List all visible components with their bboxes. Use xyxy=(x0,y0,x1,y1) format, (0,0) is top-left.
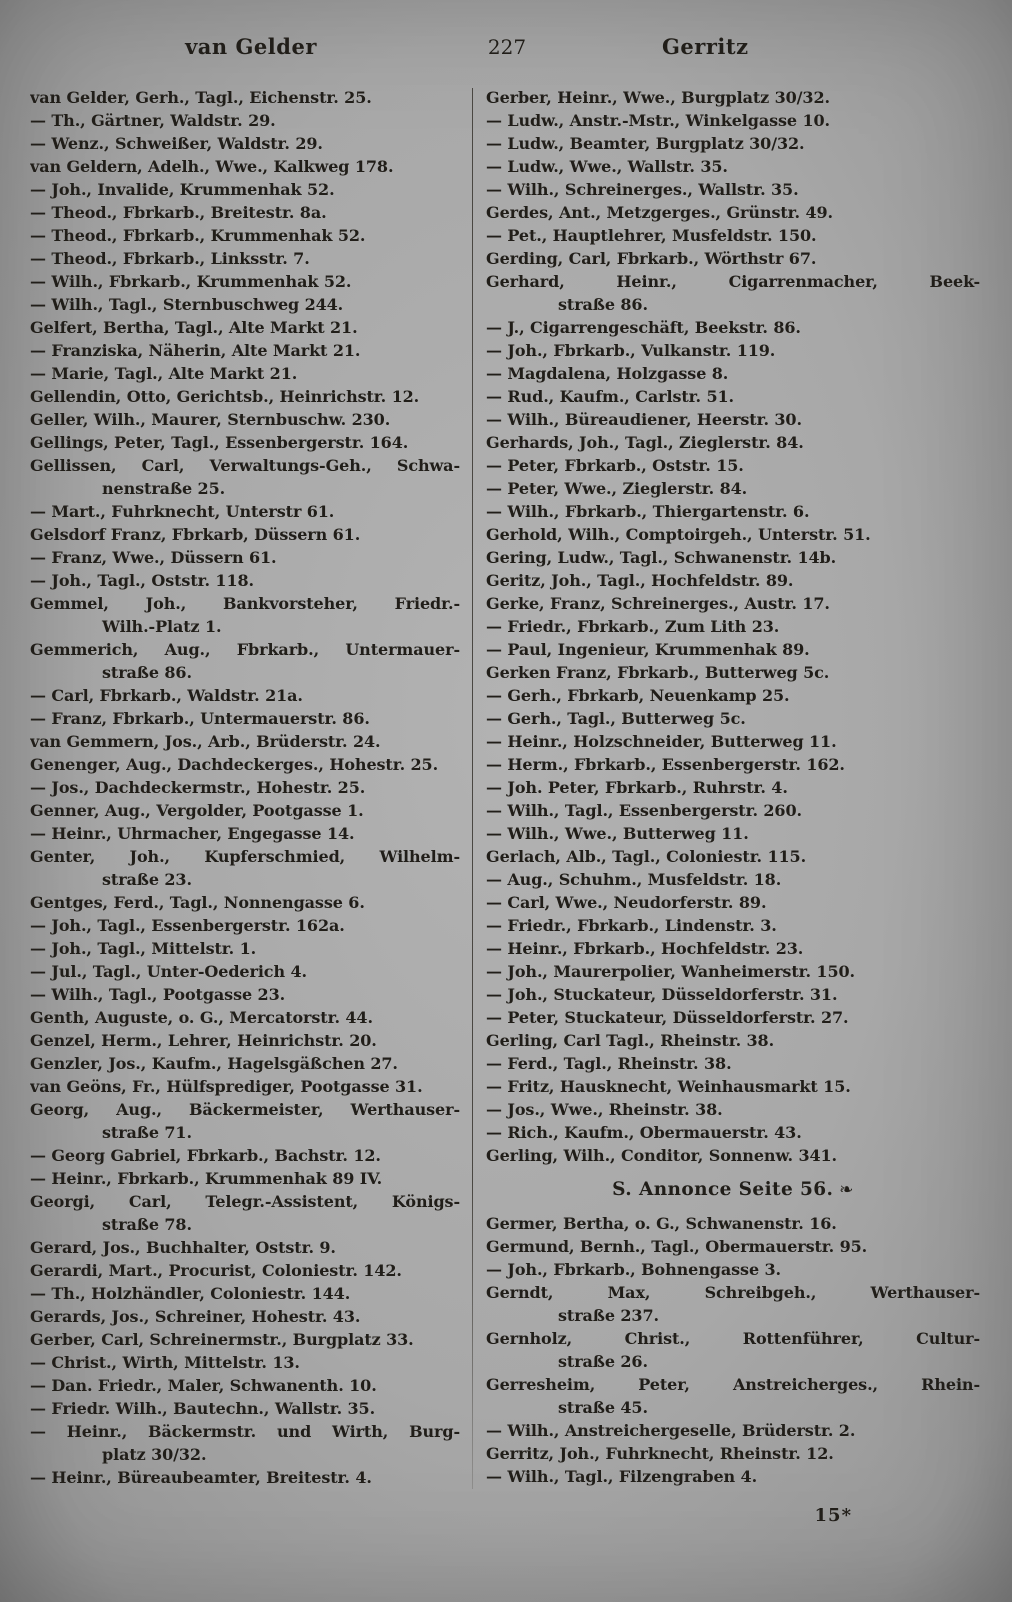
directory-line: Gerard, Jos., Buchhalter, Oststr. 9. xyxy=(30,1238,336,1257)
directory-line: Wilh.-Platz 1. xyxy=(102,617,222,636)
directory-line: Gemmerich, Aug., Fbrkarb., Untermauer- xyxy=(30,640,460,659)
directory-line: Gerken Franz, Fbrkarb., Butterweg 5c. xyxy=(486,663,830,682)
directory-line: — Franz, Fbrkarb., Untermauerstr. 86. xyxy=(30,709,370,728)
directory-line: Gellissen, Carl, Verwaltungs-Geh., Schwa- xyxy=(30,456,460,475)
header-left-title: van Gelder xyxy=(185,34,317,59)
directory-line: — Joh., Fbrkarb., Bohnengasse 3. xyxy=(486,1260,782,1279)
directory-line: — Magdalena, Holzgasse 8. xyxy=(486,364,729,383)
directory-line: — Friedr., Fbrkarb., Lindenstr. 3. xyxy=(486,916,777,935)
directory-line: Genzel, Herm., Lehrer, Heinrichstr. 20. xyxy=(30,1031,377,1050)
header-right-title: Gerritz xyxy=(662,34,749,59)
directory-line: — Gerh., Tagl., Butterweg 5c. xyxy=(486,709,746,728)
directory-line: — Joh., Tagl., Essenbergerstr. 162a. xyxy=(30,916,345,935)
directory-line: Gerresheim, Peter, Anstreicherges., Rhein- xyxy=(486,1375,980,1394)
directory-line: straße 86. xyxy=(102,663,192,682)
directory-line: — Wilh., Tagl., Sternbuschweg 244. xyxy=(30,295,344,314)
directory-line: — Th., Holzhändler, Coloniestr. 144. xyxy=(30,1284,351,1303)
directory-line: Genter, Joh., Kupferschmied, Wilhelm- xyxy=(30,847,460,866)
directory-line: van Geldern, Adelh., Wwe., Kalkweg 178. xyxy=(30,157,394,176)
directory-line: Gerritz, Joh., Fuhrknecht, Rheinstr. 12. xyxy=(486,1444,834,1463)
directory-line: — Heinr., Bäckermstr. und Wirth, Burg- xyxy=(30,1422,460,1441)
directory-line: — Th., Gärtner, Waldstr. 29. xyxy=(30,111,276,130)
directory-line: — Peter, Fbrkarb., Oststr. 15. xyxy=(486,456,744,475)
directory-line: — Joh., Invalide, Krummenhak 52. xyxy=(30,180,335,199)
running-head xyxy=(30,34,980,68)
directory-line: Genth, Auguste, o. G., Mercatorstr. 44. xyxy=(30,1008,373,1027)
directory-line: — Ludw., Wwe., Wallstr. 35. xyxy=(486,157,728,176)
directory-line: Gerber, Heinr., Wwe., Burgplatz 30/32. xyxy=(486,88,830,107)
directory-line: — Christ., Wirth, Mittelstr. 13. xyxy=(30,1353,300,1372)
directory-line: van Geöns, Fr., Hülfsprediger, Pootgasse 31. xyxy=(30,1077,423,1096)
directory-line: Gelsdorf Franz, Fbrkarb, Düssern 61. xyxy=(30,525,361,544)
directory-line: — Franziska, Näherin, Alte Markt 21. xyxy=(30,341,361,360)
directory-line: Gerhold, Wilh., Comptoirgeh., Unterstr. 51. xyxy=(486,525,871,544)
directory-line: Gerards, Jos., Schreiner, Hohestr. 43. xyxy=(30,1307,361,1326)
directory-line: Gerhard, Heinr., Cigarrenmacher, Beek- xyxy=(486,272,980,291)
directory-line: — Ferd., Tagl., Rheinstr. 38. xyxy=(486,1054,732,1073)
directory-line: straße 78. xyxy=(102,1215,192,1234)
directory-line: Gellings, Peter, Tagl., Essenbergerstr. 164. xyxy=(30,433,409,452)
directory-line: — Theod., Fbrkarb., Linksstr. 7. xyxy=(30,249,310,268)
directory-line: — Heinr., Büreaubeamter, Breitestr. 4. xyxy=(30,1468,372,1487)
directory-line: — Jul., Tagl., Unter-Oederich 4. xyxy=(30,962,307,981)
directory-line: Gering, Ludw., Tagl., Schwanenstr. 14b. xyxy=(486,548,837,567)
directory-line: — Marie, Tagl., Alte Markt 21. xyxy=(30,364,298,383)
directory-line: Gerling, Wilh., Conditor, Sonnenw. 341. xyxy=(486,1146,838,1165)
directory-line: — Wilh., Anstreichergeselle, Brüderstr. 2. xyxy=(486,1421,856,1440)
directory-columns xyxy=(30,86,980,1489)
directory-line: — Ludw., Anstr.-Mstr., Winkelgasse 10. xyxy=(486,111,831,130)
directory-line: — Aug., Schuhm., Musfeldstr. 18. xyxy=(486,870,782,889)
directory-line: — Heinr., Uhrmacher, Engegasse 14. xyxy=(30,824,355,843)
directory-line: Gellendin, Otto, Gerichtsb., Heinrichstr. 12. xyxy=(30,387,420,406)
directory-line: — Carl, Fbrkarb., Waldstr. 21a. xyxy=(30,686,303,705)
directory-line: straße 45. xyxy=(558,1398,648,1417)
left-column xyxy=(30,86,472,1489)
directory-line: — Friedr. Wilh., Bautechn., Wallstr. 35. xyxy=(30,1399,376,1418)
directory-line: — Herm., Fbrkarb., Essenbergerstr. 162. xyxy=(486,755,845,774)
directory-line: — Wilh., Fbrkarb., Krummenhak 52. xyxy=(30,272,352,291)
directory-line: Gerhards, Joh., Tagl., Zieglerstr. 84. xyxy=(486,433,804,452)
directory-line: — Franz, Wwe., Düssern 61. xyxy=(30,548,277,567)
directory-line: Gemmel, Joh., Bankvorsteher, Friedr.- xyxy=(30,594,460,613)
directory-line: Gentges, Ferd., Tagl., Nonnengasse 6. xyxy=(30,893,365,912)
signature-mark: 15* xyxy=(814,1505,852,1526)
directory-line: Gernholz, Christ., Rottenführer, Cultur- xyxy=(486,1329,980,1348)
directory-line: Geller, Wilh., Maurer, Sternbuschw. 230. xyxy=(30,410,391,429)
directory-line: — J., Cigarrengeschäft, Beekstr. 86. xyxy=(486,318,801,337)
directory-line: straße 71. xyxy=(102,1123,192,1142)
directory-line: — Ludw., Beamter, Burgplatz 30/32. xyxy=(486,134,805,153)
directory-line: — Heinr., Fbrkarb., Krummenhak 89 IV. xyxy=(30,1169,383,1188)
directory-line: — Fritz, Hausknecht, Weinhausmarkt 15. xyxy=(486,1077,851,1096)
directory-line: van Gemmern, Jos., Arb., Brüderstr. 24. xyxy=(30,732,381,751)
directory-line: — Dan. Friedr., Maler, Schwanenth. 10. xyxy=(30,1376,377,1395)
directory-line: — Peter, Stuckateur, Düsseldorferstr. 27. xyxy=(486,1008,849,1027)
directory-line: — Jos., Wwe., Rheinstr. 38. xyxy=(486,1100,723,1119)
directory-line: platz 30/32. xyxy=(102,1445,207,1464)
directory-line: — Rich., Kaufm., Obermauerstr. 43. xyxy=(486,1123,802,1142)
directory-line: Germund, Bernh., Tagl., Obermauerstr. 95. xyxy=(486,1237,868,1256)
directory-line: — Heinr., Fbrkarb., Hochfeldstr. 23. xyxy=(486,939,804,958)
page-number: 227 xyxy=(487,35,527,59)
directory-line: — Theod., Fbrkarb., Breitestr. 8a. xyxy=(30,203,327,222)
directory-line: — Georg Gabriel, Fbrkarb., Bachstr. 12. xyxy=(30,1146,381,1165)
directory-line: Genner, Aug., Vergolder, Pootgasse 1. xyxy=(30,801,364,820)
directory-line: Gerber, Carl, Schreinermstr., Burgplatz 33. xyxy=(30,1330,414,1349)
directory-line: nenstraße 25. xyxy=(102,479,226,498)
directory-line: — Wilh., Tagl., Pootgasse 23. xyxy=(30,985,286,1004)
directory-line: — Wenz., Schweißer, Waldstr. 29. xyxy=(30,134,323,153)
directory-line: Gerdes, Ant., Metzgerges., Grünstr. 49. xyxy=(486,203,833,222)
directory-line: — Pet., Hauptlehrer, Musfeldstr. 150. xyxy=(486,226,817,245)
directory-line: — Mart., Fuhrknecht, Unterstr 61. xyxy=(30,502,335,521)
directory-line: — Jos., Dachdeckermstr., Hohestr. 25. xyxy=(30,778,366,797)
directory-line: — Wilh., Wwe., Butterweg 11. xyxy=(486,824,749,843)
directory-line: — Heinr., Holzschneider, Butterweg 11. xyxy=(486,732,837,751)
directory-line: Germer, Bertha, o. G., Schwanenstr. 16. xyxy=(486,1214,837,1233)
directory-line: Gerling, Carl Tagl., Rheinstr. 38. xyxy=(486,1031,775,1050)
directory-line: — Joh. Peter, Fbrkarb., Ruhrstr. 4. xyxy=(486,778,788,797)
directory-line: straße 86. xyxy=(558,295,648,314)
directory-line: — Joh., Maurerpolier, Wanheimerstr. 150. xyxy=(486,962,855,981)
directory-line: — Joh., Tagl., Oststr. 118. xyxy=(30,571,254,590)
directory-line: — Wilh., Tagl., Filzengraben 4. xyxy=(486,1467,758,1486)
directory-line: — Joh., Tagl., Mittelstr. 1. xyxy=(30,939,257,958)
directory-line: — Wilh., Schreinerges., Wallstr. 35. xyxy=(486,180,799,199)
directory-line: Gerndt, Max, Schreibgeh., Werthauser- xyxy=(486,1283,980,1302)
directory-line: Gerlach, Alb., Tagl., Coloniestr. 115. xyxy=(486,847,807,866)
directory-line: — Rud., Kaufm., Carlstr. 51. xyxy=(486,387,734,406)
directory-line: Gerardi, Mart., Procurist, Coloniestr. 142. xyxy=(30,1261,402,1280)
directory-line: — Gerh., Fbrkarb, Neuenkamp 25. xyxy=(486,686,790,705)
directory-line: — Peter, Wwe., Zieglerstr. 84. xyxy=(486,479,748,498)
directory-line: — Theod., Fbrkarb., Krummenhak 52. xyxy=(30,226,366,245)
directory-line: — Joh., Stuckateur, Düsseldorferstr. 31. xyxy=(486,985,838,1004)
directory-line: — Joh., Fbrkarb., Vulkanstr. 119. xyxy=(486,341,776,360)
directory-line: Georgi, Carl, Telegr.-Assistent, Königs- xyxy=(30,1192,460,1211)
directory-line: Gerke, Franz, Schreinerges., Austr. 17. xyxy=(486,594,830,613)
right-column xyxy=(473,86,980,1489)
directory-line: — Friedr., Fbrkarb., Zum Lith 23. xyxy=(486,617,780,636)
directory-line: Geritz, Joh., Tagl., Hochfeldstr. 89. xyxy=(486,571,794,590)
ornament-flourish: ❧ xyxy=(833,1180,854,1200)
directory-line: van Gelder, Gerh., Tagl., Eichenstr. 25. xyxy=(30,88,372,107)
directory-line: straße 237. xyxy=(558,1306,659,1325)
directory-line: Genenger, Aug., Dachdeckerges., Hohestr. 25. xyxy=(30,755,439,774)
directory-line: straße 26. xyxy=(558,1352,648,1371)
directory-line: — Carl, Wwe., Neudorferstr. 89. xyxy=(486,893,767,912)
directory-line: — Wilh., Tagl., Essenbergerstr. 260. xyxy=(486,801,802,820)
directory-line: — Paul, Ingenieur, Krummenhak 89. xyxy=(486,640,810,659)
directory-line: Gerding, Carl, Fbrkarb., Wörthstr 67. xyxy=(486,249,817,268)
directory-line: — Wilh., Büreaudiener, Heerstr. 30. xyxy=(486,410,802,429)
directory-line: straße 23. xyxy=(102,870,192,889)
directory-line: Georg, Aug., Bäckermeister, Werthauser- xyxy=(30,1100,460,1119)
directory-line: Gelfert, Bertha, Tagl., Alte Markt 21. xyxy=(30,318,358,337)
directory-line: — Wilh., Fbrkarb., Thiergartenstr. 6. xyxy=(486,502,810,521)
directory-line: Genzler, Jos., Kaufm., Hagelsgäßchen 27. xyxy=(30,1054,398,1073)
annonce-note: S. Annonce Seite 56. ❧ xyxy=(612,1179,854,1200)
